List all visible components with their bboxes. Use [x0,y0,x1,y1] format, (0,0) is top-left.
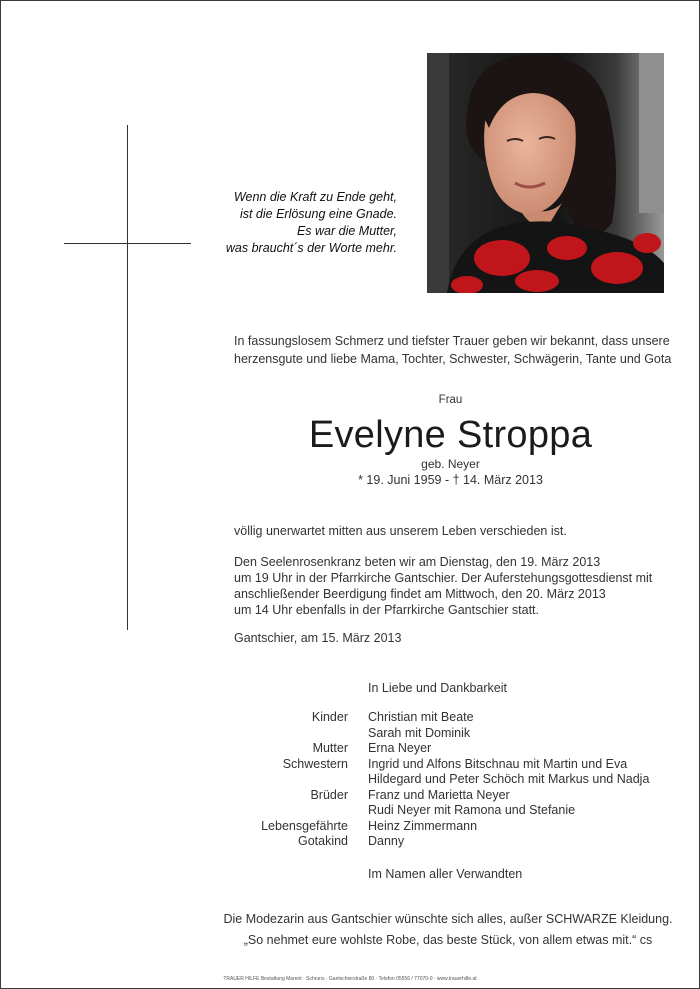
quote-line: was braucht´s der Worte mehr. [225,241,397,255]
closing-line-2: „So nehmet eure wohlste Robe, das beste Stück, von allem etwas mit.“ cs [243,933,653,947]
family-names: Erna Neyer [368,741,432,755]
place-date-line: Gantschier, am 15. März 2013 [234,631,402,645]
passing-line: völlig unerwartet mitten aus unserem Leben verschieden ist. [234,524,567,538]
birth-name: geb. Neyer [421,457,480,471]
service-line: um 19 Uhr in der Pfarrkirche Gantschier. Der Auferstehungsgottesdienst mit [234,571,653,585]
family-row [201,834,649,850]
family-relation: Lebensgefährte [261,818,348,833]
family-row [201,772,649,788]
family-row [201,803,649,819]
family-relation [201,726,348,742]
name-prefix: Frau [438,394,463,406]
family-names: Danny [368,834,405,848]
family-relation: Kinder [311,710,348,724]
family-list [201,710,649,850]
funeral-home-footer: TRAUER HILFE Bestattung Marent · Schruns · Gantschierstraße 80 · Telefon 05556 / 77070-0 · www.trauerhilfe.at [223,976,477,982]
portrait-photo [427,53,664,293]
memorial-quote [226,189,397,257]
family-relation: Mutter [312,741,348,755]
place-date [234,630,401,646]
portrait-illustration [427,53,664,293]
family-row [201,726,649,742]
quote-line: ist die Erlösung eine Gnade. [239,207,397,221]
quote-line: Wenn die Kraft zu Ende geht, [233,190,397,204]
family-names: Sarah mit Dominik [368,725,471,740]
family-relation: Gotakind [297,834,348,848]
family-relation [201,772,348,788]
quote-line: Es war die Mutter, [296,224,397,238]
family-names: Christian mit Beate [368,710,474,724]
relatives-line: Im Namen aller Verwandten [368,867,523,881]
family-relation [201,803,348,819]
family-row [201,741,649,757]
family-row [201,819,649,835]
family-row [201,788,649,804]
service-line: Den Seelenrosenkranz beten wir am Dienstag, den 19. März 2013 [234,555,601,569]
life-dates: * 19. Juni 1959 - † 14. März 2013 [358,473,543,487]
service-details [234,554,652,618]
family-names: Franz und Marietta Neyer [368,787,510,802]
family-row [201,710,649,726]
cross-vertical-beam [127,125,128,630]
passing-text [234,523,567,539]
service-line: um 14 Uhr ebenfalls in der Pfarrkirche Gantschier statt. [234,603,539,617]
closing-line-1: Die Modezarin aus Gantschier wünschte sich alles, außer SCHWARZE Kleidung. [223,912,673,926]
announcement-intro [234,332,671,368]
family-names: Ingrid und Alfons Bitschnau mit Martin und Eva [368,756,628,771]
family-names: Heinz Zimmermann [368,818,478,833]
family-row [201,757,649,773]
intro-line: herzensgute und liebe Mama, Tochter, Schwester, Schwägerin, Tante und Gota [234,352,672,366]
deceased-name: Evelyne Stroppa [308,414,593,456]
intro-line: In fassungslosem Schmerz und tiefster Trauer geben wir bekannt, dass unsere [234,334,670,348]
family-relation: Brüder [310,787,348,802]
family-relation: Schwestern [282,756,348,771]
family-names: Hildegard und Peter Schöch mit Markus und Nadja [368,772,650,786]
service-line: anschließender Beerdigung findet am Mittwoch, den 20. März 2013 [234,587,606,601]
cross-horizontal-beam [64,243,191,244]
family-names: Rudi Neyer mit Ramona und Stefanie [368,803,576,817]
thanks-line: In Liebe und Dankbarkeit [368,681,507,695]
